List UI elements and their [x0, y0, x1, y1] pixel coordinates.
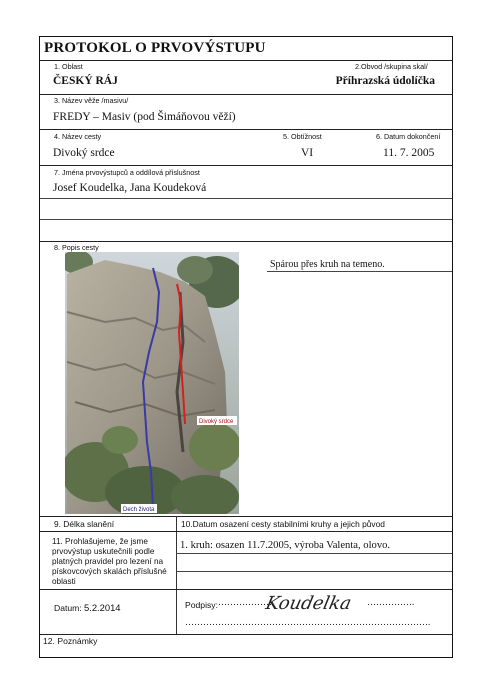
popis-text: Spárou přes kruh na temeno. — [270, 259, 385, 270]
obvod-value: Příhrazská údolíčka — [335, 75, 435, 87]
divider — [40, 198, 452, 199]
poznamky-label: 12. Poznámky — [43, 636, 98, 646]
divider — [40, 241, 452, 242]
vez-label: 3. Název věže /masivu/ — [54, 96, 129, 105]
datum-dokonceni-label: 6. Datum dokončení — [376, 132, 441, 141]
prvovystupci-label: 7. Jména prvovýstupců a oddílová příslušnost — [54, 168, 200, 177]
prohlaseni-label: 11. Prohlašujeme, že jsme prvovýstup uskutečnili podle platných pravidel pro lezení na pískovcových skalách příslušné oblasti — [52, 537, 167, 586]
datum-label: Datum: — [54, 603, 82, 613]
datum-value: 5.2.2014 — [84, 602, 121, 613]
divider — [40, 129, 452, 130]
divider — [40, 634, 452, 635]
divider — [40, 516, 452, 517]
cesta-value: Divoký srdce — [53, 147, 115, 159]
popis-line — [267, 271, 452, 272]
divider — [40, 219, 452, 220]
podpisy-dots-1: ……………… — [218, 597, 272, 607]
route-red-label: Divoký srdce — [199, 419, 234, 425]
osazeni-line — [176, 553, 452, 554]
podpisy-dots-3: ………………………………………………………………………. — [185, 617, 431, 627]
signature: Koudelka — [263, 593, 354, 614]
divider — [40, 531, 452, 532]
podpisy-dots-2: ……………. — [367, 597, 415, 607]
divider — [176, 516, 177, 634]
datum-dokonceni-value: 11. 7. 2005 — [383, 147, 435, 159]
osazeni-label: 10.Datum osazení cesty stabilními kruhy a jejich původ — [181, 519, 385, 529]
divider — [40, 94, 452, 95]
podpisy-label: Podpisy: — [185, 600, 218, 610]
vez-value: FREDY – Masiv (pod Šimáňovou věží) — [53, 111, 236, 123]
form-title: PROTOKOL O PRVOVÝSTUPU — [44, 40, 266, 56]
route-photo — [65, 252, 239, 514]
cesta-label: 4. Název cesty — [54, 132, 102, 141]
prvovystupci-value: Josef Koudelka, Jana Koudeková — [53, 182, 207, 194]
delka-label: 9. Délka slanění — [54, 519, 115, 529]
obtiznost-value: VI — [301, 147, 314, 159]
osazeni-line — [176, 571, 452, 572]
divider — [40, 165, 452, 166]
oblast-label: 1. Oblast — [54, 62, 83, 71]
osazeni-value: 1. kruh: osazen 11.7.2005, výroba Valenta, olovo. — [180, 540, 391, 551]
protocol-form — [39, 36, 453, 658]
divider — [40, 589, 452, 590]
divider — [40, 60, 452, 61]
obtiznost-label: 5. Obtížnost — [283, 132, 322, 141]
obvod-label: 2.Obvod /skupina skal/ — [355, 62, 428, 71]
oblast-value: ČESKÝ RÁJ — [53, 75, 118, 87]
route-blue-label: Dech života — [123, 507, 155, 513]
popis-label: 8. Popis cesty — [54, 243, 99, 252]
